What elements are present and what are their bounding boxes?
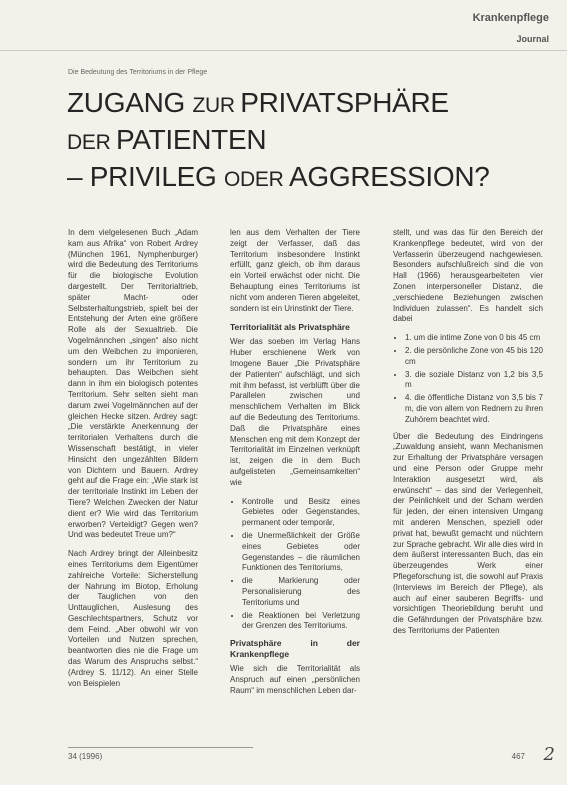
list-item: • die Markierung oder Personalisierung des Territoriums und bbox=[242, 576, 360, 608]
article-headline bbox=[67, 86, 527, 197]
handwritten-mark: 2 bbox=[543, 744, 555, 765]
section-label: Krankenpflege bbox=[472, 12, 549, 24]
journal-label: Journal bbox=[516, 34, 549, 44]
paragraph: Wie sich die Territorialität als Anspruch auf einen „persönlichen Raum“ im menschlichen Leben dar- bbox=[230, 664, 360, 695]
headline-word: PATIENTEN bbox=[115, 124, 267, 155]
top-rule bbox=[0, 50, 567, 51]
issue-number: 34 (1996) bbox=[68, 752, 103, 761]
list-item: • die Unermeßlichkeit der Größe eines Gebietes oder Gegenstandes – die räumlichen Funktionen des Territoriums, bbox=[242, 531, 360, 574]
paragraph: Nach Ardrey bringt der Alleinbesitz eines Territoriums dem Eigentümer zahlreiche Vorteile: Sicherstellung der Nahrung im Biotop, Erholung der Tauglichen von den Unttauglichen, Auslesung des Geschlechtspartners, Schutz vor dem Feind. „Aber obwohl wir von Vorteilen und Nutzen sprechen, beantworten dies nie die Frage um das Warum des Anspruchs selbst.“ (Ardrey S. 11/12). An einer Stelle von Beispielen bbox=[68, 549, 198, 688]
zone-list bbox=[393, 333, 543, 425]
list-item: • Kontrolle und Besitz eines Gebietes oder Gegenstandes, permanent oder temporär, bbox=[242, 497, 360, 529]
paragraph: Wer das soeben im Verlag Hans Huber erschienene Werk von Imogene Bauer „Die Privatsphäre der Patienten“ aufschlägt, und sich mit ihm befasst, ist verblüfft über die Parallelen zwischen und menschlichem Verhalten im Blick auf die Bedeutung des Territoriums. Daß die Privatsphäre eines Menschen eng mit dem Konzept der Territorialität im Einzelnen verknüpft ist, zeigen die in dem Buch aufgelisteten „Gemeinsamkeiten“ wie bbox=[230, 337, 360, 487]
text-column-3 bbox=[393, 228, 543, 645]
text-column-2 bbox=[230, 228, 360, 704]
paragraph: Über die Bedeutung des Eindringens „Zuwaldung ansieht, wann Mechanismen zur Erhaltung der Privatsphäre versagen und eine Person oder Gruppe mehr Interaktion ausgesetzt wird, als erwünscht“ – das sind der Verlegenheit, der Peinlichkeit und der Scham werden für jeden, der einen intensiven Umgang mit anderen Menschen, speziell oder privat hat, bewußt gemacht und nüchtern zur Sprache gebracht. Wir alle dies wird in dem äußerst interessanten Buch, das ein überzeugendes Werk einer Pflegeforschung ist, die sowohl auf Praxis (Interviews im Bereich der Pflege), als auch auf einer sauberen Begriffs- und vorsichtigen Theoriebildung beruht und die Gefährdungen der Privatsphäre bzw. des Territoriums der Patienten bbox=[393, 431, 543, 635]
section-heading: Privatsphäre in der Krankenpflege bbox=[230, 638, 360, 660]
paragraph: len aus dem Verhalten der Tiere zeigt der Verfasser, daß das Territorium insbesondere Instinkt erfüllt, ganz gleich, ob ihm daraus ein Vorteil erwächst oder nicht. Die Behauptung eines Territoriums ist nicht vom anderen Tieren abgeleitet, sondern ist ein Urinstinkt der Tiere. bbox=[230, 228, 360, 313]
footer-rule bbox=[68, 747, 253, 748]
headline-word: ODER bbox=[224, 168, 290, 191]
list-item: • 2. die persönliche Zone von 45 bis 120 cm bbox=[405, 346, 543, 368]
headline-word: DER bbox=[67, 131, 116, 154]
paragraph: stellt, und was das für den Bereich der Krankenpflege bedeutet, wird von der Verfasserin überzeugend nachgewiesen. Besonders aufschlußreich sind die von Hall (1966) herausgearbeiteten vier Zonen interpersoneller Distanz, die „verschiedene Beziehungen zwischen Individuen zulassen“. Es handelt sich dabei bbox=[393, 228, 543, 324]
page-number: 467 bbox=[511, 752, 525, 761]
headline-word: ZUR bbox=[192, 94, 241, 117]
headline-word: PRIVATSPHÄRE bbox=[240, 87, 449, 118]
headline-word: – PRIVILEG bbox=[67, 161, 224, 192]
headline-word: ZUGANG bbox=[67, 87, 193, 118]
article-kicker: Die Bedeutung des Territoriums in der Pflege bbox=[68, 69, 208, 76]
text-column-1 bbox=[68, 228, 198, 697]
list-item: • 4. die öffentliche Distanz von 3,5 bis 7 m, die von allem von Rednern zu ihren Zuhörern beachtet wird. bbox=[405, 393, 543, 425]
section-heading: Territorialität als Privatsphäre bbox=[230, 322, 350, 333]
list-item: • 3. die soziale Distanz von 1,2 bis 3,5 m bbox=[405, 370, 543, 392]
list-item: • die Reaktionen bei Verletzung der Grenzen des Territoriums. bbox=[242, 611, 360, 633]
list-item: • 1. um die intime Zone von 0 bis 45 cm bbox=[405, 333, 543, 344]
bullet-list bbox=[230, 497, 360, 633]
headline-word: AGGRESSION? bbox=[289, 161, 490, 192]
paragraph: In dem vielgelesenen Buch „Adam kam aus Afrika“ von Robert Ardrey (München 1961, Nymphenburger) wird die Bedeutung des Territoriums für die biologische Evolution dargestellt. Der Territorialtrieb, später Macht- oder Selbsterhaltungstrieb, spielt bei der Entstehung der Arten eine größere Rolle als der Sexualtrieb. Die Vogelmännchen „singen“ also nicht um den Weibchen zu imponieren, sondern um ihr Territorium zu behaupten. Das Weibchen sieht dann in ihm ein biologisch potentes Territorium. Sehr selten sieht man darum zwei Vogelmännchen auf der gleichen Hecke sitzen. Ardrey sagt: „Die verstärkte Anerkennung der territorialen Verhaltens durch die Wissenschaft bestätigt, in vieler Hinsicht den ungezählten Bildern von Dichtern und Bauern. Ardrey geht auf die Frage ein: „Wie stark ist der territoriale Instinkt im Leben der Tiere? Welchen Zwecken der Natur dient er? Wie wird das Territorium erworben? Verteidigt? Gegen wen? Und was bedeutet Treue um?“ bbox=[68, 228, 198, 540]
